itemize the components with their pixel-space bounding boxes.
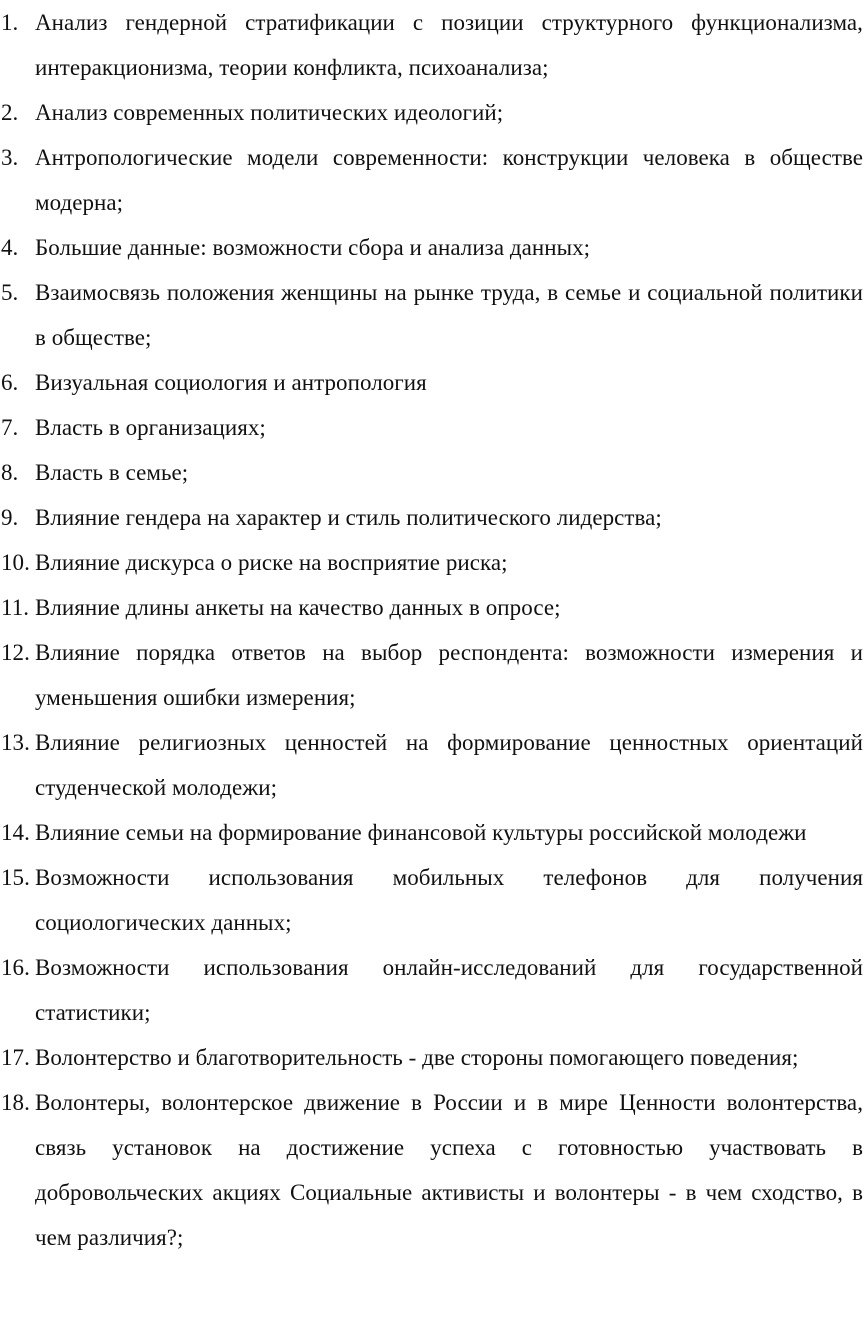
list-item xyxy=(1,945,863,1035)
list-item xyxy=(1,405,863,450)
list-item xyxy=(1,270,863,360)
item-text: Волонтеры, волонтерское движение в России и в мире Ценности волонтерства, связь установок на достижение успеха с готовностью участвовать в добровольческих акциях Социальные активисты и волонтеры - в чем сходство, в чем различия?; xyxy=(35,1090,863,1250)
list-item xyxy=(1,630,863,720)
item-text: Волонтерство и благотворительность - две стороны помогающего поведения; xyxy=(35,1045,799,1070)
item-number: 4. xyxy=(1,235,19,260)
item-number: 9. xyxy=(1,505,19,530)
item-number: 6. xyxy=(1,370,19,395)
list-item xyxy=(1,1035,863,1080)
item-text: Влияние семьи на формирование финансовой культуры российской молодежи xyxy=(35,820,807,845)
item-number: 7. xyxy=(1,415,19,440)
list-item xyxy=(1,495,863,540)
item-number: 18. xyxy=(1,1090,30,1115)
list-item xyxy=(1,135,863,225)
list-item xyxy=(1,585,863,630)
item-text: Возможности использования мобильных телефонов для получения социологических данных; xyxy=(35,865,863,935)
item-text: Антропологические модели современности: конструкции человека в обществе модерна; xyxy=(35,145,863,215)
item-number: 13. xyxy=(1,730,30,755)
item-number: 14. xyxy=(1,820,30,845)
item-number: 8. xyxy=(1,460,19,485)
list-item xyxy=(1,720,863,810)
item-text: Влияние гендера на характер и стиль политического лидерства; xyxy=(35,505,662,530)
item-text: Возможности использования онлайн-исследований для государственной статистики; xyxy=(35,955,863,1025)
item-text: Влияние религиозных ценностей на формирование ценностных ориентаций студенческой молодежи; xyxy=(35,730,863,800)
item-number: 15. xyxy=(1,865,30,890)
list-item xyxy=(1,450,863,495)
list-item xyxy=(1,540,863,585)
item-number: 2. xyxy=(1,100,19,125)
item-text: Визуальная социология и антропология xyxy=(35,370,427,395)
item-number: 10. xyxy=(1,550,30,575)
item-number: 1. xyxy=(1,10,19,35)
list-item xyxy=(1,810,863,855)
list-item xyxy=(1,0,863,90)
item-text: Анализ гендерной стратификации с позиции структурного функционализма, интеракционизма, теории конфликта, психоанализа; xyxy=(35,10,863,80)
item-number: 12. xyxy=(1,640,30,665)
item-number: 17. xyxy=(1,1045,30,1070)
list-item xyxy=(1,360,863,405)
item-text: Власть в семье; xyxy=(35,460,189,485)
list-item xyxy=(1,225,863,270)
item-number: 11. xyxy=(1,595,30,620)
item-text: Взаимосвязь положения женщины на рынке труда, в семье и социальной политики в обществе; xyxy=(35,280,863,350)
item-text: Влияние длины анкеты на качество данных в опросе; xyxy=(35,595,561,620)
item-text: Влияние порядка ответов на выбор респондента: возможности измерения и уменьшения ошибки измерения; xyxy=(35,640,863,710)
item-number: 16. xyxy=(1,955,30,980)
topic-list xyxy=(1,0,863,1260)
list-item xyxy=(1,90,863,135)
item-number: 3. xyxy=(1,145,19,170)
item-text: Большие данные: возможности сбора и анализа данных; xyxy=(35,235,591,260)
item-text: Влияние дискурса о риске на восприятие риска; xyxy=(35,550,508,575)
list-item xyxy=(1,1080,863,1260)
item-text: Анализ современных политических идеологий; xyxy=(35,100,504,125)
item-text: Власть в организациях; xyxy=(35,415,266,440)
item-number: 5. xyxy=(1,280,19,305)
list-item xyxy=(1,855,863,945)
